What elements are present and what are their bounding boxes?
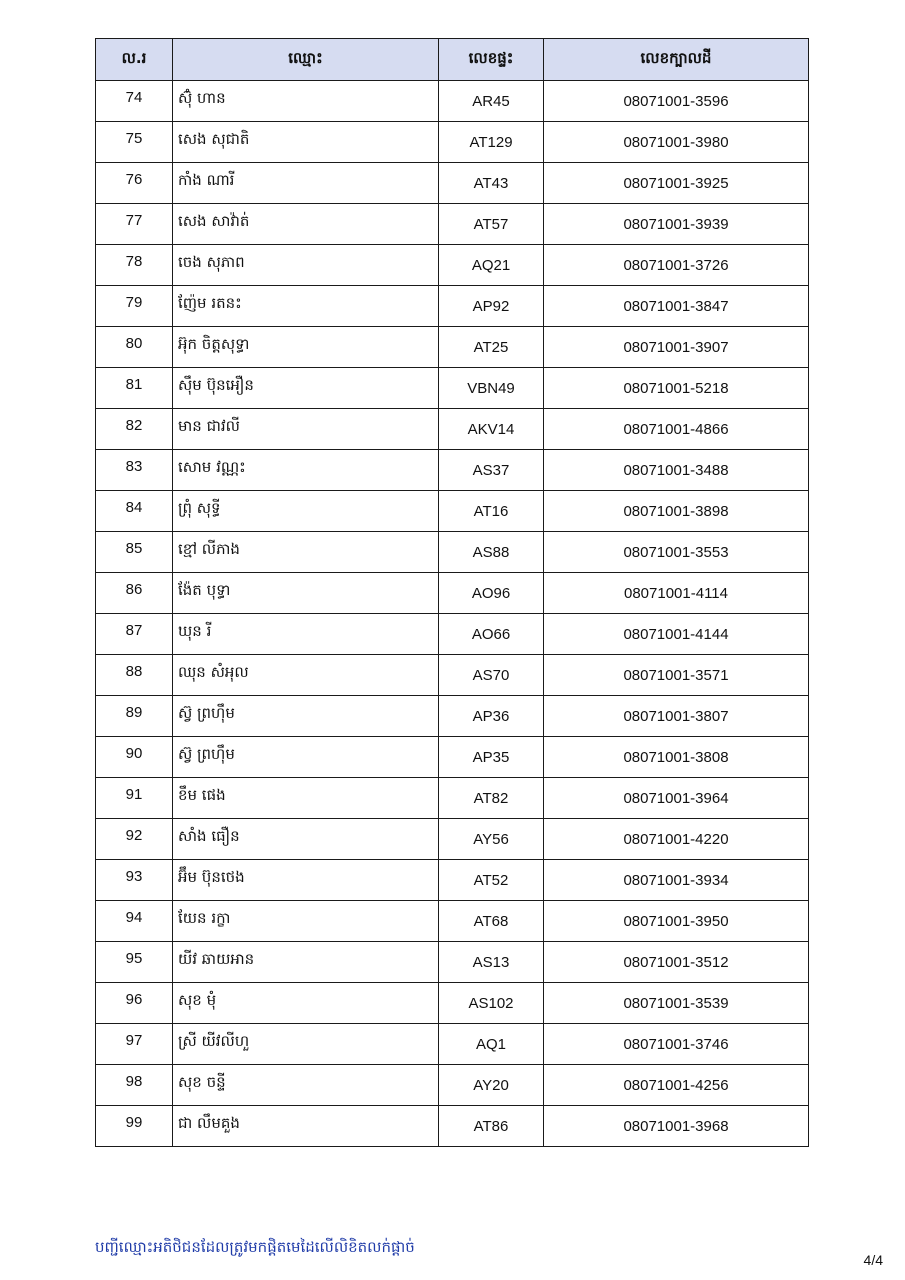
parcel-number: 08071001-3907	[544, 327, 809, 368]
row-number: 98	[96, 1065, 173, 1106]
customer-name: អ៊ឹម ប៊ុនថេង	[173, 860, 439, 901]
customer-name: កាំង ណារី	[173, 163, 439, 204]
house-number: AT16	[439, 491, 544, 532]
row-number: 92	[96, 819, 173, 860]
row-number: 84	[96, 491, 173, 532]
row-number: 91	[96, 778, 173, 819]
house-number: AO96	[439, 573, 544, 614]
table-row	[96, 860, 809, 901]
customer-name: ញ៉ែម រតនះ	[173, 286, 439, 327]
house-number: AR45	[439, 81, 544, 122]
table-row	[96, 778, 809, 819]
table-row	[96, 614, 809, 655]
parcel-number: 08071001-3950	[544, 901, 809, 942]
parcel-number: 08071001-4144	[544, 614, 809, 655]
parcel-number: 08071001-3847	[544, 286, 809, 327]
header-name: ឈ្មោះ	[173, 39, 439, 81]
table-row	[96, 901, 809, 942]
parcel-number: 08071001-3808	[544, 737, 809, 778]
header-number: ល.រ	[96, 39, 173, 81]
customer-name: មាន ជាវលី	[173, 409, 439, 450]
parcel-number: 08071001-3746	[544, 1024, 809, 1065]
row-number: 89	[96, 696, 173, 737]
row-number: 79	[96, 286, 173, 327]
table-row	[96, 491, 809, 532]
customer-name: សុខ មុំ	[173, 983, 439, 1024]
table-row	[96, 163, 809, 204]
customer-name: សោម វណ្ណះ	[173, 450, 439, 491]
row-number: 81	[96, 368, 173, 409]
parcel-number: 08071001-3726	[544, 245, 809, 286]
row-number: 95	[96, 942, 173, 983]
house-number: AS88	[439, 532, 544, 573]
house-number: AY56	[439, 819, 544, 860]
house-number: AS70	[439, 655, 544, 696]
customer-name: ព្រុំ សុទ្ធី	[173, 491, 439, 532]
parcel-number: 08071001-4866	[544, 409, 809, 450]
table-row	[96, 655, 809, 696]
customer-name: អ៊ុក ចិត្តសុទ្ធា	[173, 327, 439, 368]
row-number: 99	[96, 1106, 173, 1147]
customer-name: សាំង ធឿន	[173, 819, 439, 860]
row-number: 80	[96, 327, 173, 368]
parcel-number: 08071001-3553	[544, 532, 809, 573]
customer-name: ស្រី យីវលីហួ	[173, 1024, 439, 1065]
customer-name: សេង សុជាតិ	[173, 122, 439, 163]
house-number: VBN49	[439, 368, 544, 409]
parcel-number: 08071001-3939	[544, 204, 809, 245]
customer-name: ខឹម ផេង	[173, 778, 439, 819]
parcel-number: 08071001-3980	[544, 122, 809, 163]
customer-name: ឃុន រី	[173, 614, 439, 655]
house-number: AP92	[439, 286, 544, 327]
house-number: AP36	[439, 696, 544, 737]
table-row	[96, 1106, 809, 1147]
parcel-number: 08071001-3934	[544, 860, 809, 901]
parcel-number: 08071001-5218	[544, 368, 809, 409]
table-row	[96, 819, 809, 860]
customer-name: ខ្មៅ លីភាង	[173, 532, 439, 573]
row-number: 96	[96, 983, 173, 1024]
row-number: 76	[96, 163, 173, 204]
house-number: AT57	[439, 204, 544, 245]
table-row	[96, 532, 809, 573]
row-number: 90	[96, 737, 173, 778]
table-row	[96, 409, 809, 450]
row-number: 97	[96, 1024, 173, 1065]
row-number: 94	[96, 901, 173, 942]
parcel-number: 08071001-3571	[544, 655, 809, 696]
customer-name: ស៊្វ ព្រហ៊ឹម	[173, 696, 439, 737]
table-header	[96, 39, 809, 81]
house-number: AT52	[439, 860, 544, 901]
customer-name: ង៉ែត បុទ្ធា	[173, 573, 439, 614]
table-row	[96, 204, 809, 245]
house-number: AQ21	[439, 245, 544, 286]
customer-name: ស៊្វ ព្រហ៊ឹម	[173, 737, 439, 778]
house-number: AQ1	[439, 1024, 544, 1065]
table-row	[96, 737, 809, 778]
table-row	[96, 1024, 809, 1065]
parcel-number: 08071001-3964	[544, 778, 809, 819]
parcel-number: 08071001-3488	[544, 450, 809, 491]
table-row	[96, 573, 809, 614]
table-row	[96, 696, 809, 737]
parcel-number: 08071001-3807	[544, 696, 809, 737]
table-row	[96, 942, 809, 983]
footer-note: បញ្ជីឈ្មោះអតិថិជនដែលត្រូវមកផ្ដិតមេដៃលើលិខិតលក់ផ្ដាច់	[95, 1238, 415, 1256]
parcel-number: 08071001-3512	[544, 942, 809, 983]
row-number: 82	[96, 409, 173, 450]
house-number: AT68	[439, 901, 544, 942]
table-row	[96, 368, 809, 409]
table-row	[96, 983, 809, 1024]
parcel-number: 08071001-4256	[544, 1065, 809, 1106]
row-number: 75	[96, 122, 173, 163]
parcel-number: 08071001-3968	[544, 1106, 809, 1147]
parcel-number: 08071001-4114	[544, 573, 809, 614]
row-number: 83	[96, 450, 173, 491]
table-row	[96, 81, 809, 122]
table-row	[96, 327, 809, 368]
page-number: 4/4	[863, 1252, 883, 1268]
parcel-number: 08071001-3596	[544, 81, 809, 122]
table-row	[96, 122, 809, 163]
house-number: AO66	[439, 614, 544, 655]
customer-table	[95, 38, 809, 1147]
house-number: AS37	[439, 450, 544, 491]
table-row	[96, 1065, 809, 1106]
row-number: 74	[96, 81, 173, 122]
house-number: AT82	[439, 778, 544, 819]
customer-name: ជា លឹមគួង	[173, 1106, 439, 1147]
customer-name: ចេង សុភាព	[173, 245, 439, 286]
house-number: AS102	[439, 983, 544, 1024]
house-number: AY20	[439, 1065, 544, 1106]
row-number: 85	[96, 532, 173, 573]
house-number: AP35	[439, 737, 544, 778]
house-number: AT25	[439, 327, 544, 368]
row-number: 88	[96, 655, 173, 696]
parcel-number: 08071001-3539	[544, 983, 809, 1024]
row-number: 77	[96, 204, 173, 245]
table-body	[96, 81, 809, 1147]
header-row	[96, 39, 809, 81]
row-number: 87	[96, 614, 173, 655]
customer-name: ឈុន សំអុល	[173, 655, 439, 696]
customer-name: ស៊ុំ ហាន	[173, 81, 439, 122]
parcel-number: 08071001-3898	[544, 491, 809, 532]
table-row	[96, 450, 809, 491]
row-number: 78	[96, 245, 173, 286]
parcel-number: 08071001-4220	[544, 819, 809, 860]
customer-name: យែន រក្ខា	[173, 901, 439, 942]
customer-name: សុខ ចន្ទី	[173, 1065, 439, 1106]
house-number: AT129	[439, 122, 544, 163]
header-parcel-number: លេខក្បាលដី	[544, 39, 809, 81]
house-number: AKV14	[439, 409, 544, 450]
row-number: 93	[96, 860, 173, 901]
row-number: 86	[96, 573, 173, 614]
house-number: AS13	[439, 942, 544, 983]
customer-name: ស៊ឹម ប៊ុនអឿន	[173, 368, 439, 409]
table-row	[96, 245, 809, 286]
customer-name: យីវ ឆាយអាន	[173, 942, 439, 983]
house-number: AT86	[439, 1106, 544, 1147]
table-row	[96, 286, 809, 327]
parcel-number: 08071001-3925	[544, 163, 809, 204]
header-house-number: លេខផ្ទះ	[439, 39, 544, 81]
customer-name: សេង សាវ៉ាត់	[173, 204, 439, 245]
house-number: AT43	[439, 163, 544, 204]
